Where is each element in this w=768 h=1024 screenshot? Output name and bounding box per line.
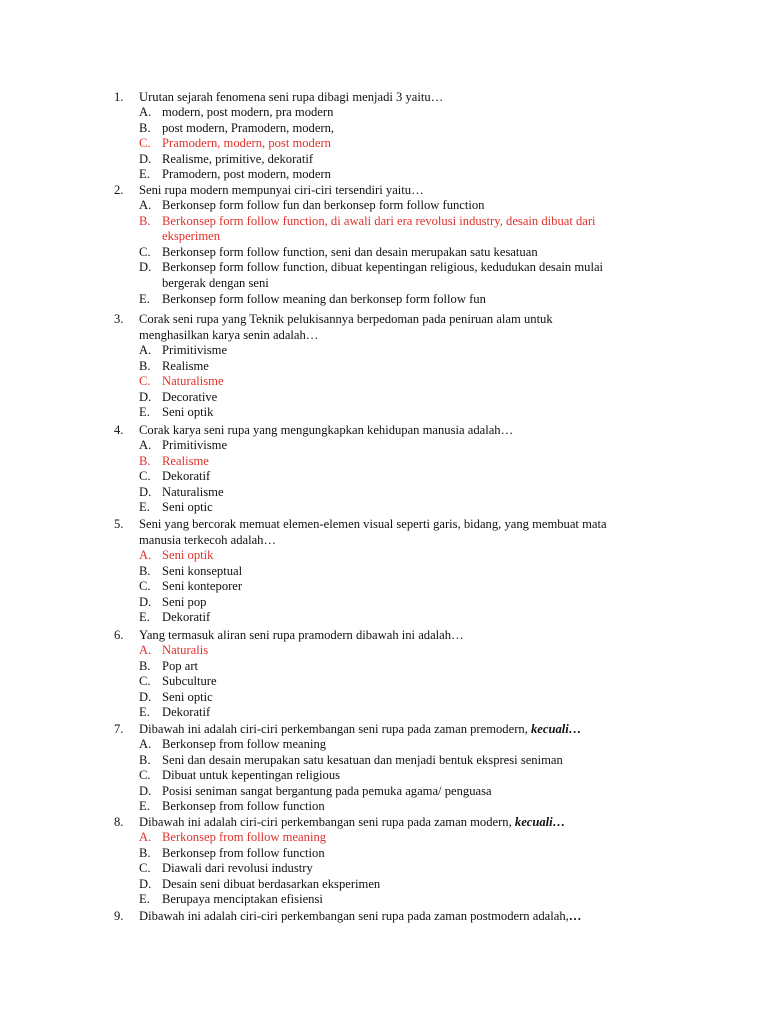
question-6: [0, 627, 768, 721]
option-text: Berkonsep from follow meaning: [162, 737, 327, 751]
option-c: [0, 768, 768, 784]
option-letter: A.: [139, 643, 152, 657]
option-letter: D.: [139, 260, 152, 275]
option-d: [0, 784, 768, 800]
question-text: Corak seni rupa yang Teknik pelukisannya berpedoman pada peniruan alam untuk: [139, 312, 553, 326]
option-b-correct: [0, 214, 768, 230]
option-b: [0, 121, 768, 137]
option-letter: D.: [139, 876, 152, 891]
option-text: Seni dan desain merupakan satu kesatuan dan menjadi bentuk ekspresi seniman: [162, 752, 563, 767]
option-letter: D.: [139, 783, 152, 798]
question-2: [0, 182, 768, 307]
option-letter: C.: [139, 768, 151, 783]
option-text: Desain seni dibuat berdasarkan eksperimen: [162, 876, 381, 891]
option-text: modern, post modern, pra modern: [162, 105, 334, 119]
question-emphasis: kecuali…: [514, 815, 566, 829]
option-text: Berkonsep from follow function: [162, 845, 325, 860]
question-text-main: Dibawah ini adalah ciri-ciri perkembangan seni rupa pada zaman modern,: [139, 815, 515, 829]
option-b: [0, 659, 768, 675]
question-number: 9.: [114, 909, 124, 923]
option-text: Berkonsep form follow fun dan berkonsep form follow function: [162, 198, 485, 212]
option-text: Seni optik: [162, 405, 214, 420]
question-7: [0, 721, 768, 815]
option-text: Dibuat untuk kepentingan religious: [162, 768, 341, 783]
option-a: [0, 105, 768, 121]
option-e: [0, 405, 768, 421]
question-emphasis: kecuali…: [531, 722, 582, 736]
option-b-correct: [0, 454, 768, 470]
option-letter: E.: [139, 167, 150, 182]
option-text: Dekoratif: [162, 610, 211, 625]
option-text: Seni optic: [162, 500, 213, 515]
option-letter: B.: [139, 213, 151, 228]
option-e: [0, 500, 768, 516]
option-letter: E.: [139, 405, 150, 420]
option-text: Primitivisme: [162, 438, 228, 452]
question-9: [0, 908, 768, 924]
option-text: Berkonsep form follow function, dibuat kepentingan religious, kedudukan desain mulai: [162, 260, 604, 275]
option-letter: A.: [139, 343, 152, 357]
question-number: 3.: [114, 312, 124, 326]
option-c: [0, 674, 768, 690]
question-text: menghasilkan karya senin adalah…: [139, 328, 319, 342]
option-c: [0, 469, 768, 485]
option-letter: C.: [139, 579, 151, 594]
question-text: [139, 908, 581, 924]
option-a: [0, 198, 768, 214]
option-a-correct: [0, 643, 768, 659]
option-e: [0, 167, 768, 183]
option-e: [0, 892, 768, 908]
option-letter: D.: [139, 389, 152, 404]
option-text: bergerak dengan seni: [162, 275, 269, 290]
option-text: Naturalisme: [162, 374, 224, 389]
option-b: [0, 564, 768, 580]
option-letter: E.: [139, 610, 150, 625]
question-text: Urutan sejarah fenomena seni rupa dibagi menjadi 3 yaitu…: [139, 90, 444, 104]
option-letter: C.: [139, 674, 151, 689]
option-text: Seni optik: [162, 548, 214, 562]
option-text: Primitivisme: [162, 343, 228, 357]
option-text: Decorative: [162, 389, 218, 404]
option-text: Berkonsep form follow function, seni dan desain merupakan satu kesatuan: [162, 244, 538, 259]
option-letter: B.: [139, 845, 151, 860]
option-b-continued: [0, 229, 768, 245]
question-text: Seni rupa modern mempunyai ciri-ciri tersendiri yaitu…: [139, 183, 424, 197]
option-letter: B.: [139, 752, 151, 767]
question-number: 2.: [114, 183, 124, 197]
option-text: post modern, Pramodern, modern,: [162, 120, 335, 135]
question-number: 6.: [114, 628, 124, 642]
option-c: [0, 861, 768, 877]
option-letter: E.: [139, 892, 150, 907]
option-letter: E.: [139, 500, 150, 515]
option-text: Pramodern, post modern, modern: [162, 167, 331, 182]
option-letter: D.: [139, 689, 152, 704]
option-text: Dekoratif: [162, 705, 211, 720]
option-letter: A.: [139, 438, 152, 452]
option-letter: E.: [139, 799, 150, 814]
option-text: Pramodern, modern, post modern: [162, 136, 331, 151]
question-text: manusia terkecoh adalah…: [139, 533, 277, 547]
option-letter: A.: [139, 737, 152, 751]
question-3: [0, 311, 768, 421]
option-a-correct: [0, 830, 768, 846]
question-text-main: Dibawah ini adalah ciri-ciri perkembangan seni rupa pada zaman postmodern adalah,: [139, 909, 569, 923]
question-5: [0, 516, 768, 626]
option-c-correct: [0, 136, 768, 152]
option-letter: C.: [139, 374, 151, 389]
option-letter: E.: [139, 291, 150, 306]
option-b: [0, 753, 768, 769]
option-d: [0, 485, 768, 501]
option-letter: C.: [139, 469, 151, 484]
option-text: Seni konteporer: [162, 579, 243, 594]
option-letter: C.: [139, 136, 151, 151]
question-number: 8.: [114, 815, 124, 829]
option-text: Posisi seniman sangat bergantung pada pemuka agama/ penguasa: [162, 783, 492, 798]
question-4: [0, 422, 768, 516]
option-text: Berkonsep form follow meaning dan berkonsep form follow fun: [162, 291, 486, 306]
option-text: eksperimen: [162, 229, 221, 244]
option-text: Realisme, primitive, dekoratif: [162, 151, 314, 166]
option-text: Realisme: [162, 358, 209, 373]
option-d: [0, 690, 768, 706]
option-text: Seni pop: [162, 594, 207, 609]
option-text: Realisme: [162, 453, 209, 468]
question-text: [139, 721, 581, 737]
option-letter: D.: [139, 594, 152, 609]
option-d-continued: [0, 276, 768, 292]
option-text: Berupaya menciptakan efisiensi: [162, 892, 323, 907]
option-text: Dekoratif: [162, 469, 211, 484]
option-e: [0, 799, 768, 815]
question-text: Seni yang bercorak memuat elemen-elemen visual seperti garis, bidang, yang membuat mata: [139, 517, 607, 531]
option-a: [0, 438, 768, 454]
option-text: Berkonsep from follow function: [162, 799, 325, 814]
option-d: [0, 595, 768, 611]
question-text: [139, 814, 565, 830]
question-number: 4.: [114, 423, 124, 437]
option-letter: A.: [139, 198, 152, 212]
option-letter: C.: [139, 861, 151, 876]
question-number: 5.: [114, 517, 124, 531]
option-c: [0, 579, 768, 595]
option-a-correct: [0, 548, 768, 564]
question-number: 7.: [114, 722, 124, 736]
option-d: [0, 260, 768, 276]
question-emphasis: …: [568, 909, 582, 923]
option-b: [0, 359, 768, 375]
option-text: Berkonsep form follow function, di awali dari era revolusi industry, desain dibuat dari: [162, 213, 596, 228]
option-d: [0, 877, 768, 893]
question-number: 1.: [114, 90, 124, 104]
option-d: [0, 152, 768, 168]
option-c-correct: [0, 374, 768, 390]
option-letter: A.: [139, 548, 152, 562]
option-e: [0, 610, 768, 626]
option-letter: B.: [139, 563, 151, 578]
option-a: [0, 343, 768, 359]
option-a: [0, 737, 768, 753]
question-text: Yang termasuk aliran seni rupa pramodern dibawah ini adalah…: [139, 628, 464, 642]
option-text: Subculture: [162, 674, 217, 689]
option-d: [0, 390, 768, 406]
option-text: Berkonsep from follow meaning: [162, 830, 327, 844]
option-e: [0, 292, 768, 308]
question-text-main: Dibawah ini adalah ciri-ciri perkembangan seni rupa pada zaman premodern,: [139, 722, 531, 736]
option-text: Diawali dari revolusi industry: [162, 861, 313, 876]
option-letter: E.: [139, 705, 150, 720]
option-letter: B.: [139, 453, 151, 468]
option-c: [0, 245, 768, 261]
option-e: [0, 705, 768, 721]
question-1: [0, 89, 768, 183]
option-letter: D.: [139, 484, 152, 499]
option-letter: D.: [139, 151, 152, 166]
option-text: Naturalisme: [162, 484, 224, 499]
option-text: Seni optic: [162, 689, 213, 704]
option-text: Seni konseptual: [162, 563, 243, 578]
option-letter: B.: [139, 658, 151, 673]
question-text: Corak karya seni rupa yang mengungkapkan kehidupan manusia adalah…: [139, 423, 514, 437]
option-text: Naturalis: [162, 643, 209, 657]
option-letter: A.: [139, 830, 152, 844]
option-text: Pop art: [162, 658, 199, 673]
option-letter: A.: [139, 105, 152, 119]
question-8: [0, 814, 768, 908]
option-letter: C.: [139, 244, 151, 259]
option-letter: B.: [139, 120, 151, 135]
option-letter: B.: [139, 358, 151, 373]
option-b: [0, 846, 768, 862]
